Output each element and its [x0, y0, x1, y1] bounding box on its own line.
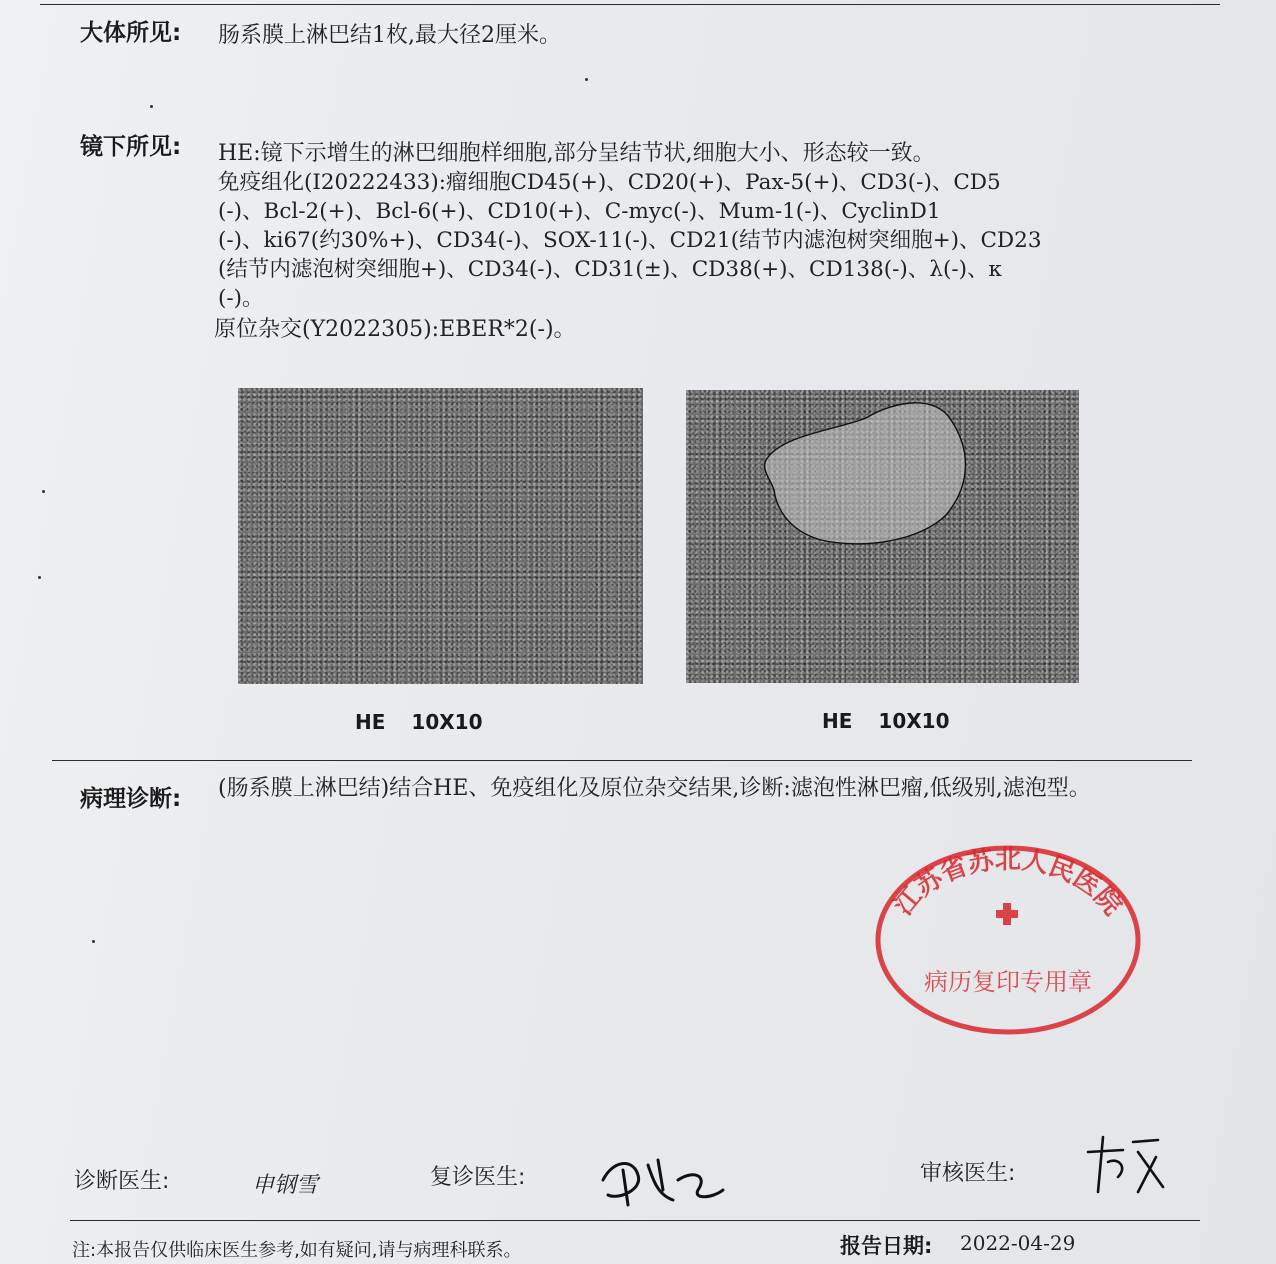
diagnosing-doctor-label: 诊断医生:	[74, 1169, 170, 1194]
histology-image-1	[238, 388, 643, 684]
copy-speck	[42, 490, 45, 493]
microscopic-findings-label: 镜下所见:	[80, 134, 182, 160]
disclaimer-note: 注:本报告仅供临床医生参考,如有疑问,请与病理科联系。	[72, 1240, 522, 1261]
approving-doctor-signature	[1078, 1132, 1168, 1197]
copy-speck	[38, 576, 41, 579]
ihc-line: (-)、ki67(约30%+)、CD34(-)、SOX-11(-)、CD21(结节内滤泡树突细胞+)、CD23	[218, 228, 1042, 253]
ihc-line: (结节内滤泡树突细胞+)、CD34(-)、CD31(±)、CD38(+)、CD138(-)、λ(-)、κ	[218, 257, 1002, 282]
svg-text:病历复印专用章: 病历复印专用章	[924, 968, 1092, 996]
ihc-line: 免疫组化(I20222433):瘤细胞CD45(+)、CD20(+)、Pax-5(+)、CD3(-)、CD5	[218, 170, 1001, 195]
copy-speck	[150, 105, 153, 108]
review-doctor-signature	[598, 1150, 728, 1210]
copy-speck	[585, 78, 588, 81]
ihc-line: (-)、Bcl-2(+)、Bcl-6(+)、CD10(+)、C-myc(-)、Mum-1(-)、CyclinD1	[218, 199, 941, 224]
pathology-diagnosis-label: 病理诊断:	[80, 786, 182, 812]
pathology-diagnosis-text: (肠系膜上淋巴结)结合HE、免疫组化及原位杂交结果,诊断:滤泡性淋巴瘤,低级别,滤泡型。	[218, 776, 1091, 801]
immunohistochemistry-block	[218, 168, 1193, 313]
footer-rule	[70, 1220, 1200, 1221]
ihc-line: (-)。	[218, 286, 264, 311]
figure-caption-1: HE 10X10	[355, 710, 483, 734]
report-date-value: 2022-04-29	[960, 1231, 1076, 1255]
copy-speck	[92, 940, 95, 943]
approving-doctor-label: 审核医生:	[920, 1161, 1016, 1186]
svg-text:江苏省苏北人民医院: 江苏省苏北人民医院	[888, 845, 1128, 922]
figure-caption-2: HE 10X10	[822, 709, 950, 733]
diagnosing-doctor-name: 申钢雪	[252, 1173, 319, 1198]
in-situ-hybridization: 原位杂交(Y2022305):EBER*2(-)。	[214, 317, 576, 342]
report-date-label: 报告日期:	[840, 1234, 933, 1258]
he-description: HE:镜下示增生的淋巴细胞样细胞,部分呈结节状,细胞大小、形态较一致。	[218, 141, 935, 166]
diagnosis-rule	[52, 760, 1192, 761]
histology-image-2	[686, 390, 1079, 683]
gross-findings-text: 肠系膜上淋巴结1枚,最大径2厘米。	[218, 23, 561, 48]
nodule-outline	[686, 390, 1079, 683]
top-rule	[40, 4, 1220, 5]
hospital-stamp	[868, 830, 1148, 1040]
gross-findings-label: 大体所见:	[80, 20, 182, 46]
review-doctor-label: 复诊医生:	[430, 1165, 526, 1190]
